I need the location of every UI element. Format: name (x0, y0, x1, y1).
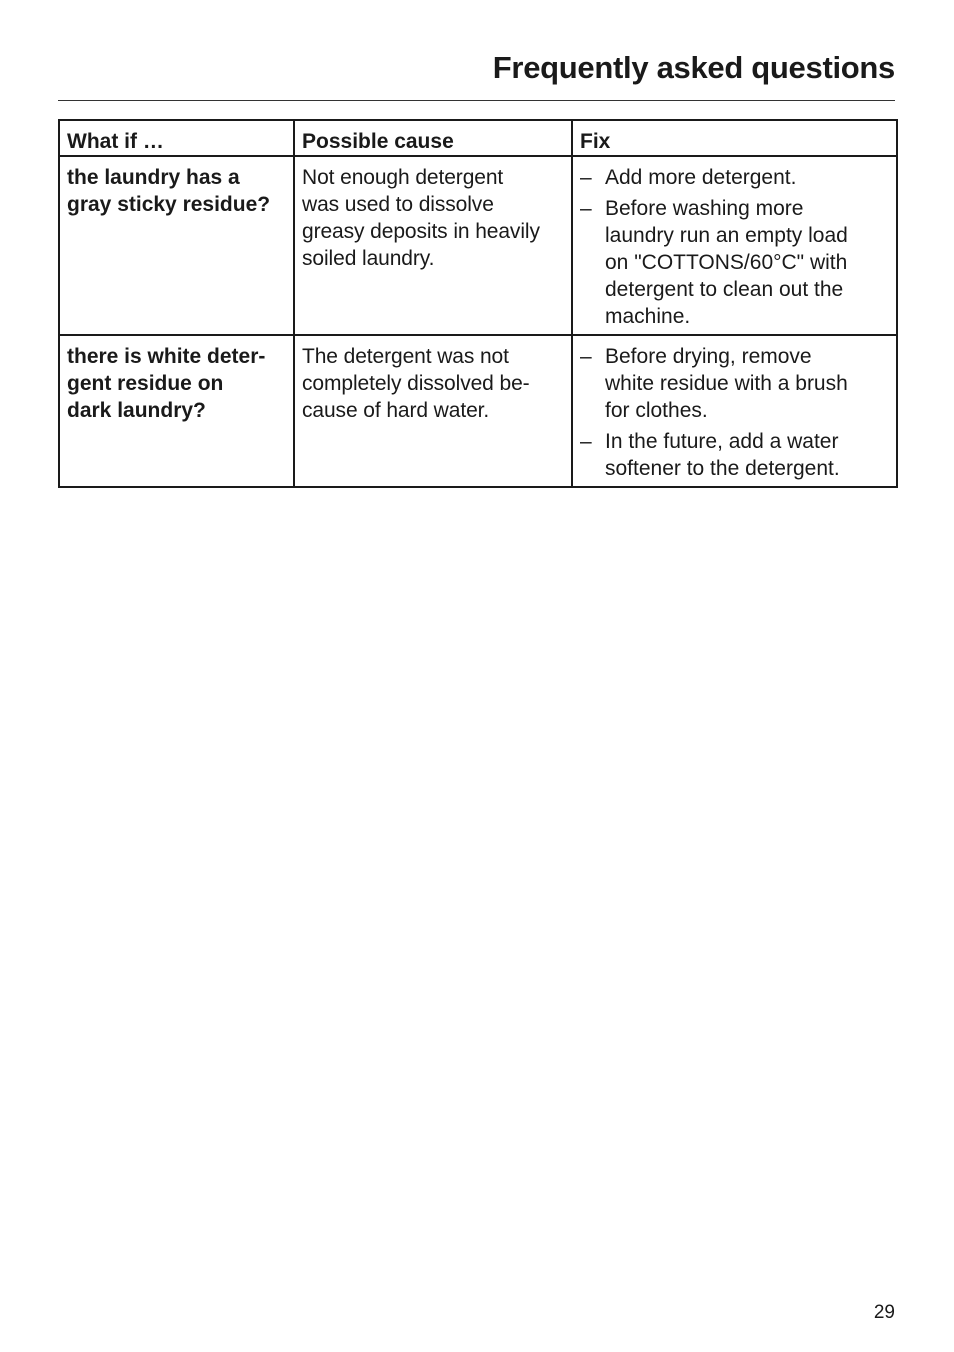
table-header-row (59, 120, 897, 156)
fix-list (580, 164, 890, 330)
question-cell: the laundry has a gray sticky residue? (59, 156, 294, 335)
fix-item (580, 428, 890, 482)
fix-text: Before washing more laundry run an empty load on "COTTONS/60°C" with detergent to clean out the machine. (605, 197, 848, 328)
fix-cell (572, 156, 897, 335)
fix-list (580, 343, 890, 482)
dash-bullet: – (580, 345, 592, 368)
table-row (59, 156, 897, 335)
cause-cell: The detergent was not completely dissolved be- cause of hard water. (294, 335, 572, 487)
page-title: Frequently asked questions (492, 50, 895, 85)
question-cell: there is white deter- gent residue on dark laundry? (59, 335, 294, 487)
fix-text: Before drying, remove white residue with a brush for clothes. (605, 345, 848, 422)
table-row (59, 335, 897, 487)
dash-bullet: – (580, 166, 592, 189)
title-divider (58, 100, 895, 101)
cause-cell: Not enough detergent was used to dissolve greasy deposits in heavily soiled laundry. (294, 156, 572, 335)
page-number: 29 (873, 1302, 895, 1323)
column-header-what-if: What if … (59, 120, 294, 156)
faq-table (58, 119, 898, 488)
column-header-possible-cause: Possible cause (294, 120, 572, 156)
column-header-fix: Fix (572, 120, 897, 156)
fix-item (580, 195, 890, 330)
fix-item (580, 164, 890, 191)
fix-item (580, 343, 890, 424)
dash-bullet: – (580, 197, 592, 220)
fix-cell (572, 335, 897, 487)
fix-text: In the future, add a water softener to the detergent. (605, 430, 840, 480)
dash-bullet: – (580, 430, 592, 453)
fix-text: Add more detergent. (605, 166, 797, 189)
